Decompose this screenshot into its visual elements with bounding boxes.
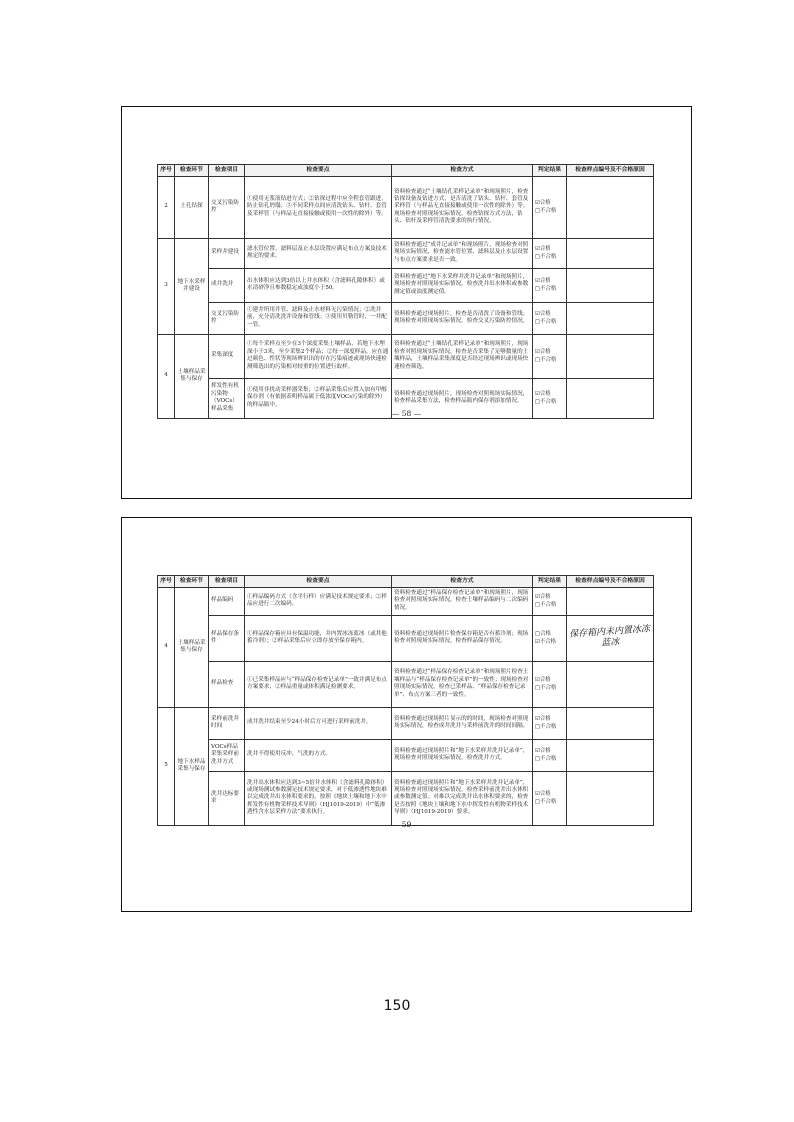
row-item: 交叉污染防控	[209, 176, 245, 238]
result-pass-option: ☑合格	[535, 246, 551, 253]
result-fail-option: □不合格	[535, 685, 557, 692]
header-method: 检查方式	[392, 576, 533, 588]
row-note	[567, 661, 654, 707]
header-seq: 序号	[158, 576, 175, 588]
row-item: 采样前洗井时间	[209, 707, 245, 739]
row-item: 样品保存条件	[209, 615, 245, 661]
handwritten-note: 保存箱内未内置冰冻蓝冰	[568, 624, 651, 649]
row-method: 资料检查通过“成井记录单”和现场照片，现场检查对照现场实际情况，检查滤水管位置、滤料层及止水层设置与布点方案要求是否一致。	[392, 238, 533, 268]
row-note	[567, 707, 654, 739]
row-note	[567, 238, 654, 268]
row-note	[567, 176, 654, 238]
table-row	[158, 707, 654, 739]
header-result: 判定结果	[533, 165, 567, 177]
header-points: 检查要点	[245, 576, 392, 588]
row-method: 资料检查通过现场照片，现场检查对照现场实际情况，检查样品采集方法，检查样品瓶内保存剂添加情况。	[392, 378, 533, 418]
row-points: ①使用非扰动采样器采集；②样品采集后应置入加有甲醇保存剂（有依据表明样品属于低浓度VOCs污染的除外）的样品瓶中。	[245, 378, 392, 418]
header-stage: 检查环节	[175, 165, 209, 177]
row-note	[567, 771, 654, 825]
result-fail-option: □不合格	[535, 286, 557, 293]
row-points: ①建井所用井管、滤料及止水材料无污染情况；②洗井前，充分清洗洗井设备和管线；③使用贝勒管时，一井配一管。	[245, 302, 392, 334]
result-fail-option: □不合格	[535, 602, 557, 609]
table-row	[158, 661, 654, 707]
row-result	[533, 707, 567, 739]
result-pass-option: □合格	[535, 631, 551, 638]
row-method: 资料检查通过“样品保存检查记录单”和现场照片检查土壤样品与“样品保存检查记录单”的一致性；现场检查对照现场实际情况，检查已采样品、“样品保存检查记录单”、布点方案三者的一致性。	[392, 661, 533, 707]
row-item: 交叉污染防控	[209, 302, 245, 334]
result-pass-option: ☑合格	[535, 349, 551, 356]
row-result	[533, 238, 567, 268]
table-row	[158, 771, 654, 825]
page-footer-59: — 59 —	[391, 820, 422, 829]
result-pass-option: ☑合格	[535, 311, 551, 318]
row-item: 挥发性有机污染物（VOCs）样品采集	[209, 378, 245, 418]
row-item: 样品检查	[209, 661, 245, 707]
row-seq: 3	[158, 238, 175, 334]
table-row	[158, 238, 654, 268]
row-points: 出水体积应达到3倍以上井水体积（含滤料孔隙体积）或水清砂净且参数稳定或浊度小于50。	[245, 268, 392, 302]
result-pass-option: ☑合格	[535, 677, 551, 684]
row-result	[533, 739, 567, 771]
row-item: 采集深度	[209, 334, 245, 378]
result-pass-option: ☑合格	[535, 391, 551, 398]
row-points: 洗井出水体积应达到3~5倍井水体积（含滤料孔隙体积）或现场测试参数满足技术规定要求，对于低渗透性地块难以完成洗井出水体积要求的，按照《地块土壤和地下水中挥发性有机物采样技术导则》（HJ1019-2019）中“低渗透性含水层采样方法”要求执行。	[245, 771, 392, 825]
row-points: ①样品保存箱应具有保温功能，并内置冰冻蓝冰（或其他蓄冷剂）；②样品采集后应立即存放至保存箱内。	[245, 615, 392, 661]
row-note	[567, 334, 654, 378]
row-result	[533, 176, 567, 238]
row-note	[567, 302, 654, 334]
result-pass-option: ☑合格	[535, 278, 551, 285]
inspection-table-page-59	[157, 575, 654, 826]
row-seq: 2	[158, 176, 175, 238]
header-item: 检查项目	[209, 165, 245, 177]
row-seq: 5	[158, 707, 175, 825]
row-method: 资料检查通过现场照片，检查是否清洗了设备和管线；现场检查对照现场实际情况，检查交叉污染防控情况。	[392, 302, 533, 334]
document-page-number: 150	[383, 998, 411, 1014]
table-header-row	[158, 576, 654, 588]
table-row	[158, 176, 654, 238]
result-fail-option: □不合格	[535, 399, 557, 406]
row-method: 资料检查通过现场照片检查保存箱是否有蓄冷剂；现场检查对照现场实际情况，检查样品保存情况。	[392, 615, 533, 661]
table-row	[158, 587, 654, 615]
table-header-row	[158, 165, 654, 177]
row-method: 资料检查通过“土壤钻孔采样记录单”和现场照片，检查钻探设备及钻进方式，是否清洗了钻头、钻杆、套管及采样管（与样品无直接接触或使用一次性的除外）等；现场检查对照现场实际情况，检查钻探方式方法，钻头、钻杆及采样管清洗要求的执行情况。	[392, 176, 533, 238]
row-result	[533, 615, 567, 661]
row-method: 资料检查通过现场照片显示的的时间，现场检查对照现场实际情况，检查成井洗井与采样前洗井的时间间隔。	[392, 707, 533, 739]
row-points: 成井洗井结束至少24小时后方可进行采样前洗井。	[245, 707, 392, 739]
row-method: 资料检查通过“地下水采样井洗井记录单”和现场照片，现场检查对照现场实际情况，检查洗井出水体积或参数测定值或浊度测定值。	[392, 268, 533, 302]
table-row	[158, 739, 654, 771]
row-points: 滤水管位置、滤料层及止水层设置应满足布点方案及技术规定的要求。	[245, 238, 392, 268]
table-row	[158, 334, 654, 378]
result-pass-option: ☑合格	[535, 716, 551, 723]
row-stage: 土壤样品采集与保存	[175, 587, 209, 707]
row-item: 样品编码	[209, 587, 245, 615]
header-seq: 序号	[158, 165, 175, 177]
row-result	[533, 334, 567, 378]
result-fail-option: □不合格	[535, 799, 557, 806]
row-item: 洗井达标要求	[209, 771, 245, 825]
row-stage: 地下水样品采集与保存	[175, 707, 209, 825]
table-row	[158, 302, 654, 334]
row-seq: 4	[158, 587, 175, 707]
table-row	[158, 268, 654, 302]
row-method: 资料检查通过“土壤钻孔采样记录单”和现场照片，现场检查对照现场实际情况，检查是否采集了足够数量的土壤样品，土壤样品采集深度是否经过现场辨识或现场快速检查筛选。	[392, 334, 533, 378]
row-result	[533, 268, 567, 302]
header-note: 检查样点编号及不合格原因	[567, 165, 654, 177]
header-note: 检查样点编号及不合格原因	[567, 576, 654, 588]
result-pass-option: ☑合格	[535, 748, 551, 755]
header-method: 检查方式	[392, 165, 533, 177]
inspection-table-page-58	[157, 164, 654, 419]
row-result	[533, 661, 567, 707]
table-row	[158, 615, 654, 661]
row-points: ①每个采样点至少在3个深度采集土壤样品，若地下水埋深小于3米，至少采集2个样品；②每一深度样品，应在通过颜色、性状等现场辨识出的存在污染痕迹或现场快速检测筛选出的污染相对较重的位置进行取样。	[245, 334, 392, 378]
row-points: ①使用无浆液钻进方式；②钻探过程中应全程套管跟进，防止钻孔坍塌；③不同采样点间应清洗钻头、钻杆、套管及采样管（与样品无直接接触或使用一次性的除外）等。	[245, 176, 392, 238]
result-fail-option: □不合格	[535, 319, 557, 326]
result-pass-option: ☑合格	[535, 594, 551, 601]
row-item: 成井洗井	[209, 268, 245, 302]
row-method: 资料检查通过“样品保存检查记录单”和现场照片，现场检查对照现场实际情况，检查土壤样品编码与二次编码情况。	[392, 587, 533, 615]
header-points: 检查要点	[245, 165, 392, 177]
row-points: 洗井不得使用反冲、气洗的方式。	[245, 739, 392, 771]
row-item: 采样井建设	[209, 238, 245, 268]
row-stage: 地下水采样井建设	[175, 238, 209, 334]
row-note	[567, 739, 654, 771]
page-footer-58: — 58 —	[391, 409, 422, 418]
header-stage: 检查环节	[175, 576, 209, 588]
row-stage: 土孔钻探	[175, 176, 209, 238]
row-result	[533, 587, 567, 615]
result-fail-option: □不合格	[535, 208, 557, 215]
header-item: 检查项目	[209, 576, 245, 588]
result-pass-option: ☑合格	[535, 200, 551, 207]
row-result	[533, 771, 567, 825]
row-note-handwritten	[567, 615, 654, 661]
row-method: 资料检查通过现场照片和“地下水采样井洗井记录单”，现场检查对照现场实际情况，检查洗井方式。	[392, 739, 533, 771]
row-stage: 土壤样品采集与保存	[175, 334, 209, 418]
result-fail-option: □不合格	[535, 724, 557, 731]
row-seq: 4	[158, 334, 175, 418]
scanned-page-58	[121, 106, 692, 499]
result-fail-option: □不合格	[535, 357, 557, 364]
header-result: 判定结果	[533, 576, 567, 588]
result-fail-option: ☑不合格	[535, 639, 557, 646]
row-note	[567, 268, 654, 302]
scanned-page-59	[121, 517, 692, 912]
result-fail-option: □不合格	[535, 254, 557, 261]
result-pass-option: ☑合格	[535, 791, 551, 798]
row-method: 资料检查通过现场照片和“地下水采样井洗井记录单”，现场检查对照现场实际情况，检查采样前洗井出水体积或参数测定值；对难以完成洗井出水体积要求的，检查是否按照《地块土壤和地下水中挥发性有机物采样技术导则》（HJ1019-2019）要求。	[392, 771, 533, 825]
row-item: VOCs样品采集采样前洗井方式	[209, 739, 245, 771]
row-points: ①样品编码方式（含平行样）应满足技术规定要求；②样品应进行二次编码。	[245, 587, 392, 615]
row-result	[533, 302, 567, 334]
row-points: ①已采集样品应与“样品保存检查记录单”一致并满足布点方案要求；②样品重量或体积满足检测要求。	[245, 661, 392, 707]
result-fail-option: □不合格	[535, 756, 557, 763]
row-note	[567, 587, 654, 615]
